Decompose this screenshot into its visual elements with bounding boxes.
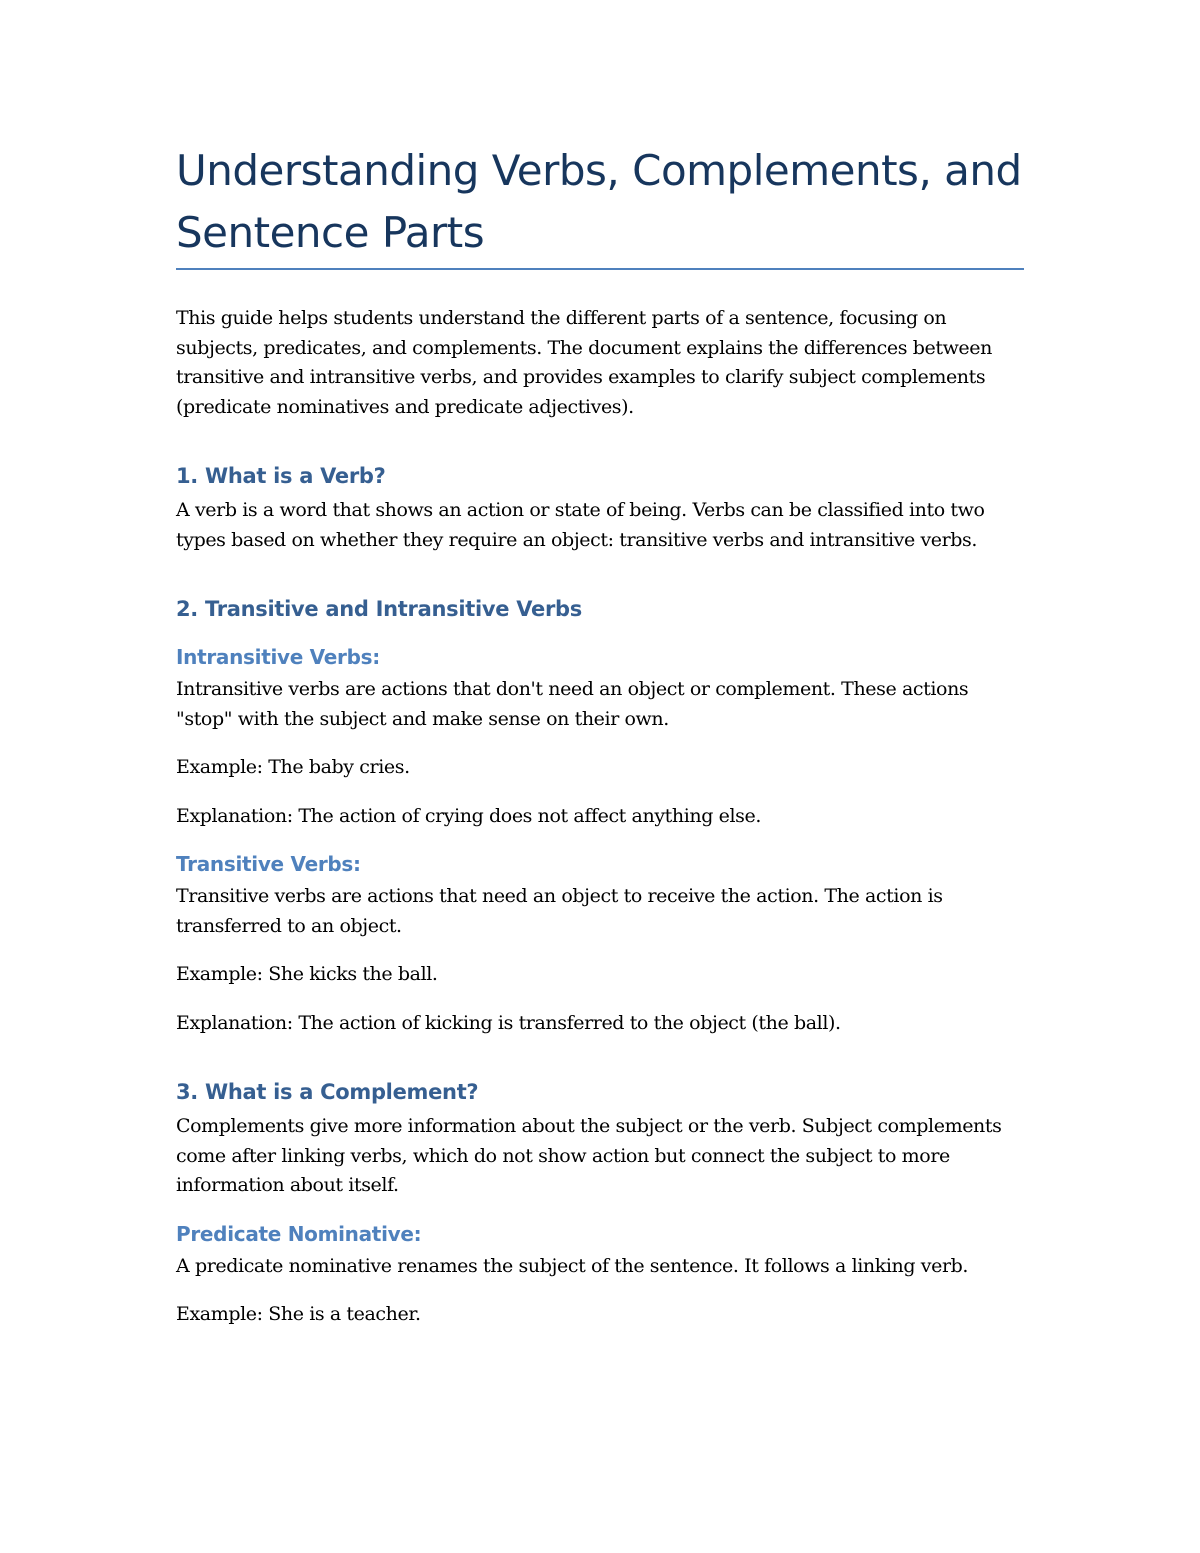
transitive-explanation: Explanation: The action of kicking is transferred to the object (the ball). xyxy=(176,1011,841,1034)
subheading-transitive-verbs: Transitive Verbs: xyxy=(176,852,361,876)
predicate-nominative-example: Example: She is a teacher. xyxy=(176,1303,421,1325)
document-content xyxy=(176,140,1024,1349)
section-transitive-intransitive xyxy=(176,595,1024,1038)
predicate-nominative-definition: A predicate nominative renames the subject of the sentence. It follows a linking verb. xyxy=(176,1254,969,1277)
verb-definition-paragraph: A verb is a word that shows an action or state of being. Verbs can be classified into two types based on whether they require an object: transitive verbs and intransitive verbs. xyxy=(176,499,985,551)
complement-definition-paragraph: Complements give more information about the subject or the verb. Subject complements come after linking verbs, which do not show action but connect the subject to more information about itself. xyxy=(176,1115,1002,1196)
transitive-definition-paragraph: Transitive verbs are actions that need an object to receive the action. The action is transferred to an object. xyxy=(176,885,943,937)
section-what-is-a-complement xyxy=(176,1078,1024,1330)
section-what-is-a-verb xyxy=(176,462,1024,555)
subheading-predicate-nominative: Predicate Nominative: xyxy=(176,1221,422,1246)
intransitive-example: Example: The baby cries. xyxy=(176,756,410,778)
intransitive-explanation: Explanation: The action of crying does not affect anything else. xyxy=(176,804,761,827)
section-heading-verb: 1. What is a Verb? xyxy=(176,464,386,488)
title-underline-rule xyxy=(176,268,1024,270)
subheading-intransitive-verbs: Intransitive Verbs: xyxy=(176,645,380,669)
document-title: Understanding Verbs, Complements, and Sentence Parts xyxy=(176,146,1022,257)
transitive-example: Example: She kicks the ball. xyxy=(176,963,438,985)
section-heading-transitive-intransitive: 2. Transitive and Intransitive Verbs xyxy=(176,597,582,621)
intransitive-definition-paragraph: Intransitive verbs are actions that don't need an object or complement. These actions "stop" with the subject and make sense on their own. xyxy=(176,678,969,730)
intro-paragraph: This guide helps students understand the different parts of a sentence, focusing on subjects, predicates, and complements. The document explains the differences between transitive and intransitive verbs, and provides examples to clarify subject complements (predicate nominatives and predicate adjectives). xyxy=(176,307,992,418)
section-heading-complement: 3. What is a Complement? xyxy=(176,1080,479,1104)
